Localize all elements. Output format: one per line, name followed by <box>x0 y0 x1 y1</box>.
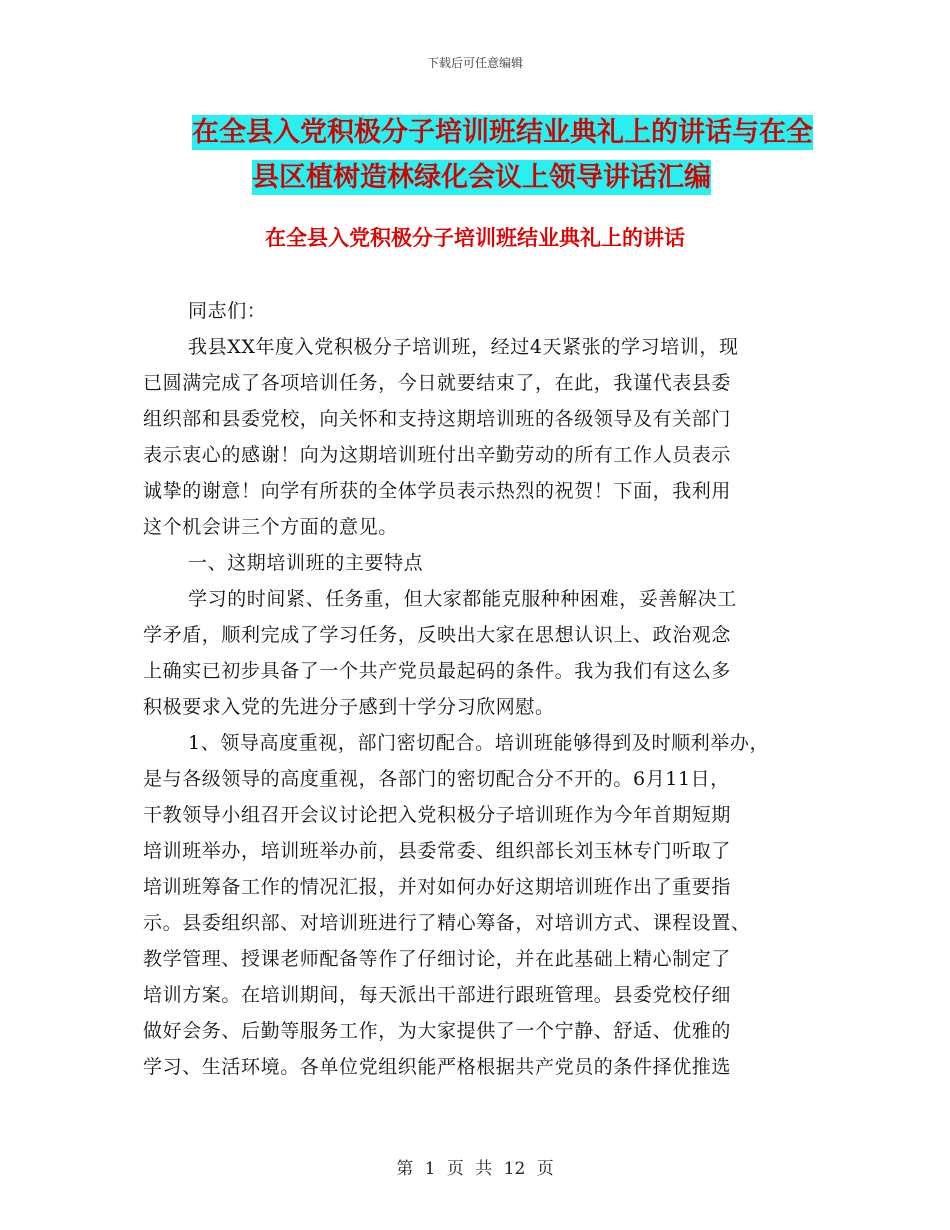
paragraph-line: 已圆满完成了各项培训任务，今日就要结束了，在此，我谨代表县委 <box>143 372 732 394</box>
paragraph-line: 做好会务、后勤等服务工作，为大家提供了一个宁静、舒适、优雅的 <box>143 1020 732 1042</box>
paragraph-line: 上确实已初步具备了一个共产党员最起码的条件。我为我们有这么多 <box>143 660 732 682</box>
paragraph-line: 组织部和县委党校，向关怀和支持这期培训班的各级领导及有关部门 <box>143 408 732 430</box>
body-text <box>143 293 808 1085</box>
paragraph-line: 学习的时间紧、任务重，但大家都能克服种种困难，妥善解决工 <box>188 588 737 610</box>
paragraph-line: 示。县委组织部、对培训班进行了精心筹备，对培训方式、课程设置、 <box>143 912 751 934</box>
document-title <box>140 110 820 200</box>
paragraph-line: 干教领导小组召开会议讨论把入党积极分子培训班作为今年首期短期 <box>143 804 732 826</box>
paragraph-line: 学矛盾，顺利完成了学习任务，反映出大家在思想认识上、政治观念 <box>143 624 732 646</box>
title-line-2: 县区植树造林绿化会议上领导讲话汇编 <box>252 162 711 193</box>
header-note: 下载后可任意编辑 <box>426 56 523 70</box>
title-line-1: 在全县入党积极分子培训班结业典礼上的讲话与在全 <box>192 117 813 148</box>
paragraph-line: 诚挚的谢意！向学有所获的全体学员表示热烈的祝贺！下面，我利用 <box>143 480 732 502</box>
paragraph-line: 一、这期培训班的主要特点 <box>188 552 424 574</box>
paragraph-line: 学习、生活环境。各单位党组织能严格根据共产党员的条件择优推选 <box>143 1056 732 1078</box>
paragraph-line: 同志们： <box>188 300 267 322</box>
paragraph-line: 培训班举办，培训班举办前，县委常委、组织部长刘玉林专门听取了 <box>143 840 732 862</box>
paragraph-line: 我县XX年度入党积极分子培训班，经过4天紧张的学习培训，现 <box>188 336 739 358</box>
section-title: 在全县入党积极分子培训班结业典礼上的讲话 <box>265 226 685 250</box>
paragraph-line: 培训方案。在培训期间，每天派出干部进行跟班管理。县委党校仔细 <box>143 984 732 1006</box>
paragraph-line: 是与各级领导的高度重视，各部门的密切配合分不开的。6月11日， <box>143 768 730 790</box>
page-number-footer: 第 1 页 共 12 页 <box>396 1159 554 1179</box>
paragraph-line: 1、领导高度重视，部门密切配合。培训班能够得到及时顺利举办， <box>188 732 770 754</box>
paragraph-line: 表示衷心的感谢！向为这期培训班付出辛勤劳动的所有工作人员表示 <box>143 444 732 466</box>
paragraph-line: 积极要求入党的先进分子感到十学分习欣网慰。 <box>143 696 555 718</box>
paragraph-line: 这个机会讲三个方面的意见。 <box>143 516 398 538</box>
paragraph-line: 教学管理、授课老师配备等作了仔细讨论，并在此基础上精心制定了 <box>143 948 732 970</box>
paragraph-line: 培训班筹备工作的情况汇报，并对如何办好这期培训班作出了重要指 <box>143 876 732 898</box>
